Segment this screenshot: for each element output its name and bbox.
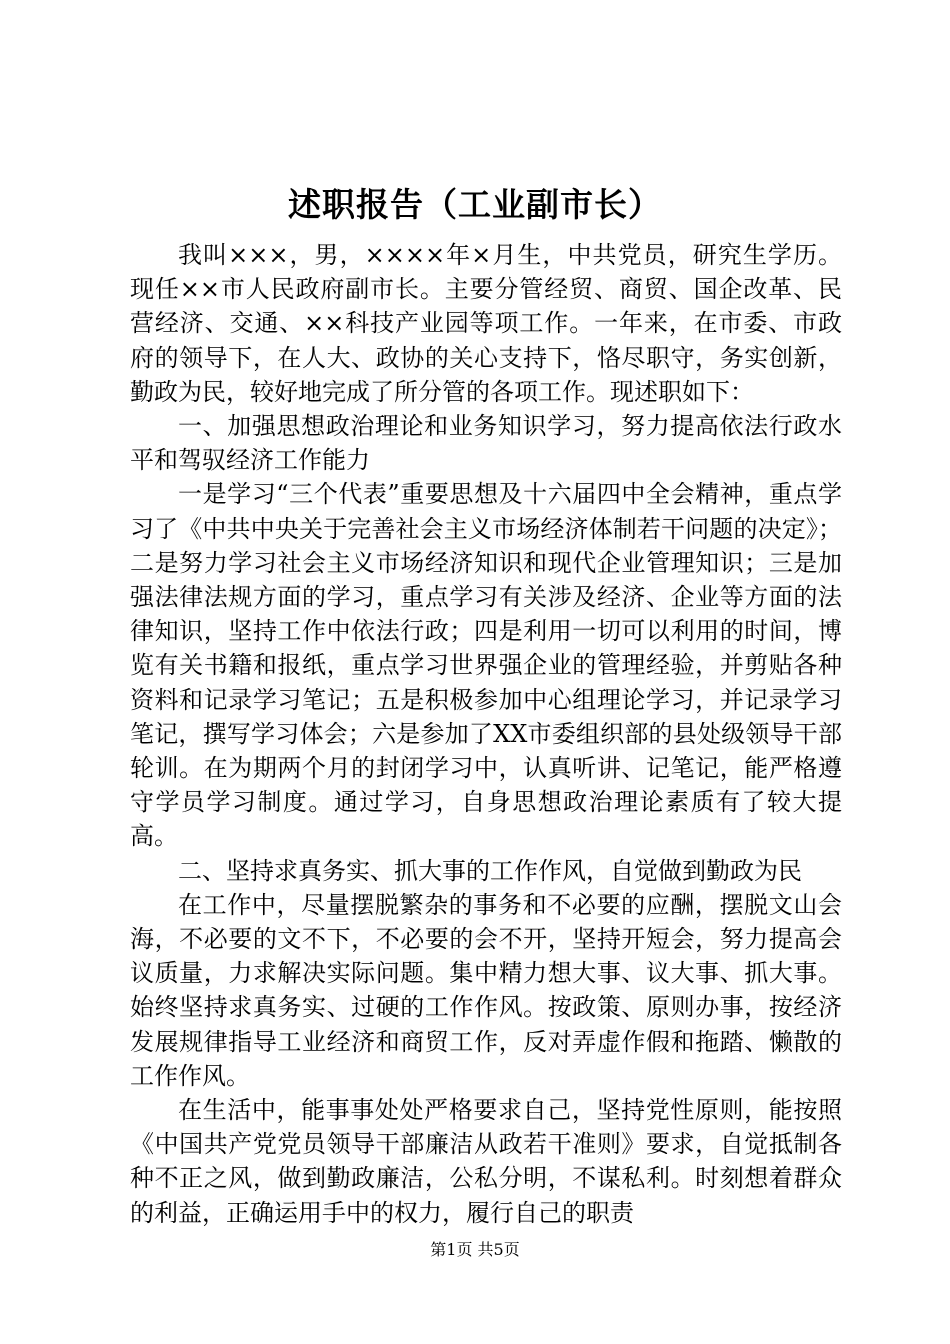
page-number-footer: 第1页 共5页 bbox=[430, 1240, 520, 1259]
document-title: 述职报告（工业副市长） bbox=[288, 185, 662, 224]
paragraph-life: 在生活中，能事事处处严格要求自己，坚持党性原则，能按照《中国共产党党员领导干部廉洁从政若干准则》要求，自觉抵制各种不正之风，做到勤政廉洁，公私分明，不谋私利。时刻想着群众的利益，正确运用手中的权力，履行自己的职责 bbox=[130, 1096, 842, 1227]
section-heading-2: 二、坚持求真务实、抓大事的工作作风，自觉做到勤政为民 bbox=[178, 856, 802, 885]
section-heading-1: 一、加强思想政治理论和业务知识学习，努力提高依法行政水平和驾驭经济工作能力 bbox=[130, 412, 842, 475]
paragraph-study: 一是学习“三个代表”重要思想及十六届四中全会精神，重点学习了《中共中央关于完善社会主义市场经济体制若干问题的决定》；二是努力学习社会主义市场经济知识和现代企业管理知识；三是加强法律法规方面的学习，重点学习有关涉及经济、企业等方面的法律知识，坚持工作中依法行政；四是利用一切可以利用的时间，博览有关书籍和报纸，重点学习世界强企业的管理经验，并剪贴各种资料和记录学习笔记；五是积极参加中心组理论学习，并记录学习笔记，撰写学习体会；六是参加了XX市委组织部的县处级领导干部轮训。在为期两个月的封闭学习中，认真听讲、记笔记，能严格遵守学员学习制度。通过学习，自身思想政治理论素质有了较大提高。 bbox=[130, 480, 842, 851]
paragraph-intro: 我叫×××，男，××××年×月生，中共党员，研究生学历。现任××市人民政府副市长。主要分管经贸、商贸、国企改革、民营经济、交通、××科技产业园等项工作。一年来，在市委、市政府的领导下，在人大、政协的关心支持下，恪尽职守，务实创新，勤政为民，较好地完成了所分管的各项工作。现述职如下： bbox=[130, 241, 842, 406]
paragraph-work: 在工作中，尽量摆脱繁杂的事务和不必要的应酬，摆脱文山会海，不必要的文不下，不必要的会不开，坚持开短会，努力提高会议质量，力求解决实际问题。集中精力想大事、议大事、抓大事。始终坚持求真务实、过硬的工作作风。按政策、原则办事，按经济发展规律指导工业经济和商贸工作，反对弄虚作假和拖踏、懒散的工作作风。 bbox=[130, 890, 842, 1090]
document-body bbox=[130, 238, 842, 1230]
